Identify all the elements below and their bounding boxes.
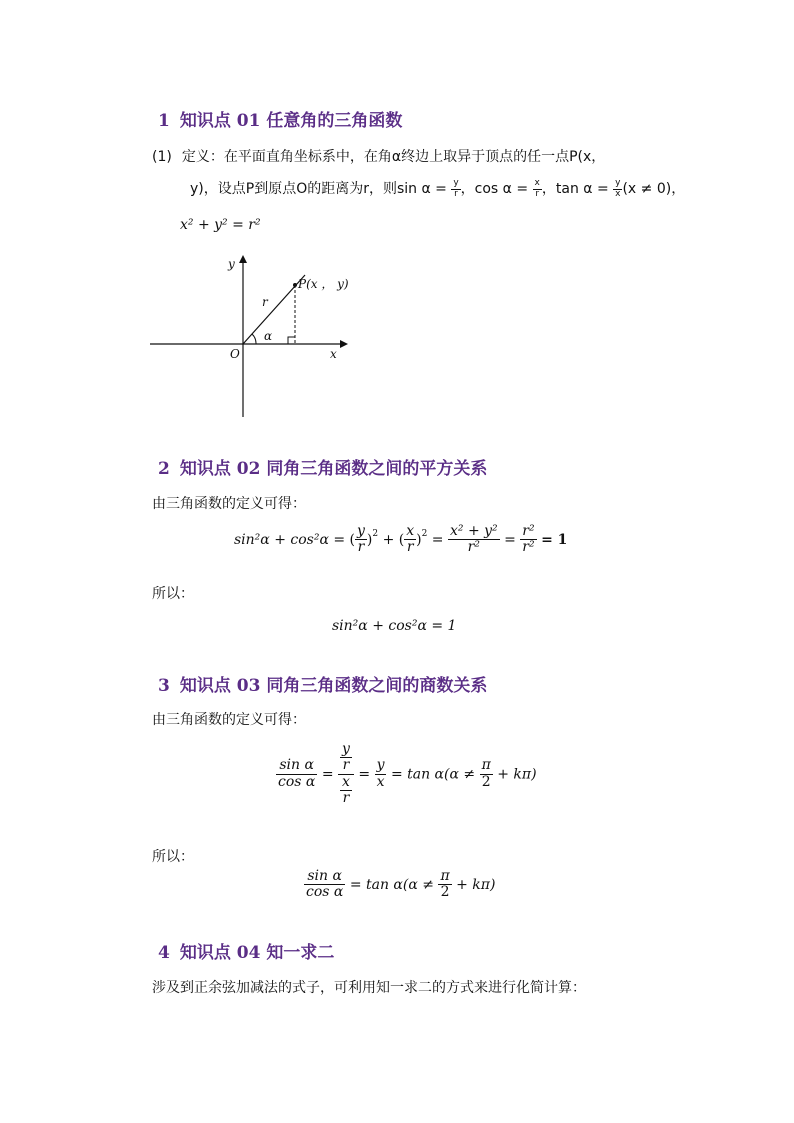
sin-over-cos: $\frac{\text{sin α}}{\text{cos α}}$ [278, 757, 316, 790]
k-pi: + kπ) [497, 766, 537, 783]
tan-expression: = tan α(α ≠ [390, 766, 476, 783]
pythagorean-formula: x² + y² = r² [180, 217, 261, 233]
section-2-so: 所以： [152, 586, 194, 602]
section-heading-1 [158, 106, 402, 131]
definition-text-a: y)，设点P到原点O的距离为r，则sin α = [190, 181, 447, 197]
section-title: 知识点 02 同角三角函数之间的平方关系 [179, 459, 488, 479]
y-axis-arrow [239, 255, 247, 263]
unit-angle-diagram [140, 245, 380, 425]
section-4-intro: 涉及到正余弦加减法的式子，可利用知一求二的方式来进行化简计算： [152, 980, 586, 996]
definition-text-c: ，tan α = [541, 181, 609, 197]
definition-line-1 [152, 146, 605, 166]
alpha-label: α [264, 329, 273, 343]
square-relation-derivation: sin²α + cos²α = ( $\frac{y}{r}$ )$^2$ + ( $\frac{x}{r}$ )$^2$ = $\frac{\text{x² + y²}}{\text{r²}}$ = $\frac{\text{r²}}{\text{r²}}$ = 1 [234, 523, 568, 556]
r-label: r [262, 295, 268, 309]
section-title: 知识点 01 任意角的三角函数 [179, 111, 403, 131]
origin-label: O [230, 347, 240, 361]
y-over-x: $\frac{y}{x}$ [376, 757, 385, 790]
section-number: 1 [158, 111, 170, 131]
section-title: 知识点 03 同角三角函数之间的商数关系 [179, 676, 488, 696]
x-axis-label: x [330, 347, 337, 361]
right-angle-mark [288, 337, 295, 344]
point-p-label: P(x ， y) [298, 277, 349, 291]
definition-text: 定义：在平面直角坐标系中，在角α终边上取异于顶点的任一点P(x， [181, 149, 606, 165]
cos-fraction: $\frac{x}{r}$ [534, 177, 540, 199]
angle-arc [252, 334, 256, 344]
eq-equals: = [504, 531, 516, 548]
section-3-intro: 由三角函数的定义可得： [152, 712, 306, 728]
point-p [293, 283, 297, 287]
definition-line-2 [190, 178, 685, 199]
section-heading-2 [158, 454, 487, 479]
compound-fraction: $\frac{\frac{y}{r}}{\frac{x}{r}}$ [338, 742, 354, 807]
x-over-r: $\frac{x}{r}$ [406, 523, 415, 556]
tan-fraction: $\frac{y}{x}$ [615, 177, 621, 199]
tan-expression: = tan α(α ≠ [349, 876, 434, 893]
k-pi: + kπ) [456, 876, 496, 893]
eq-result: = 1 [541, 531, 568, 548]
eq-plus: + [382, 531, 395, 548]
sin-fraction: $\frac{y}{r}$ [453, 177, 459, 199]
eq-equals: = [431, 531, 444, 548]
section-number: 4 [158, 943, 170, 963]
section-title: 知识点 04 知一求二 [179, 943, 335, 963]
definition-text-b: ，cos α = [460, 181, 529, 197]
section-number: 3 [158, 676, 170, 696]
sin-over-cos: $\frac{\text{sin α}}{\text{cos α}}$ [306, 868, 344, 901]
y-over-r: $\frac{y}{r}$ [357, 523, 365, 556]
pi-over-2: $\frac{\pi}{2}$ [440, 868, 450, 901]
pi-over-2: $\frac{\pi}{2}$ [481, 757, 491, 790]
r2-over-r2: $\frac{\text{r²}}{\text{r²}}$ [522, 523, 535, 556]
eq-lhs: sin²α + cos²α = [234, 531, 346, 548]
section-heading-3 [158, 671, 487, 696]
section-number: 2 [158, 459, 170, 479]
sum-over-r2: $\frac{\text{x² + y²}}{\text{r²}}$ [449, 523, 498, 556]
quotient-relation-derivation: $\frac{\text{sin α}}{\text{cos α}}$ = $\frac{\frac{y}{r}}{\frac{x}{r}}$ = $\frac{y}{x}$ = tan α(α ≠ $\frac{\pi}{2}$ + kπ) [278, 741, 537, 807]
definition-text-d: (x ≠ 0)， [622, 181, 686, 197]
section-3-so: 所以： [152, 849, 194, 865]
y-axis-label: y [228, 257, 235, 271]
item-marker: (1) [152, 149, 172, 165]
square-relation-result: sin²α + cos²α = 1 [332, 618, 457, 634]
section-heading-4 [158, 938, 334, 963]
x-axis-arrow [340, 340, 348, 348]
quotient-relation-result [304, 869, 495, 901]
section-2-intro: 由三角函数的定义可得： [152, 496, 306, 512]
